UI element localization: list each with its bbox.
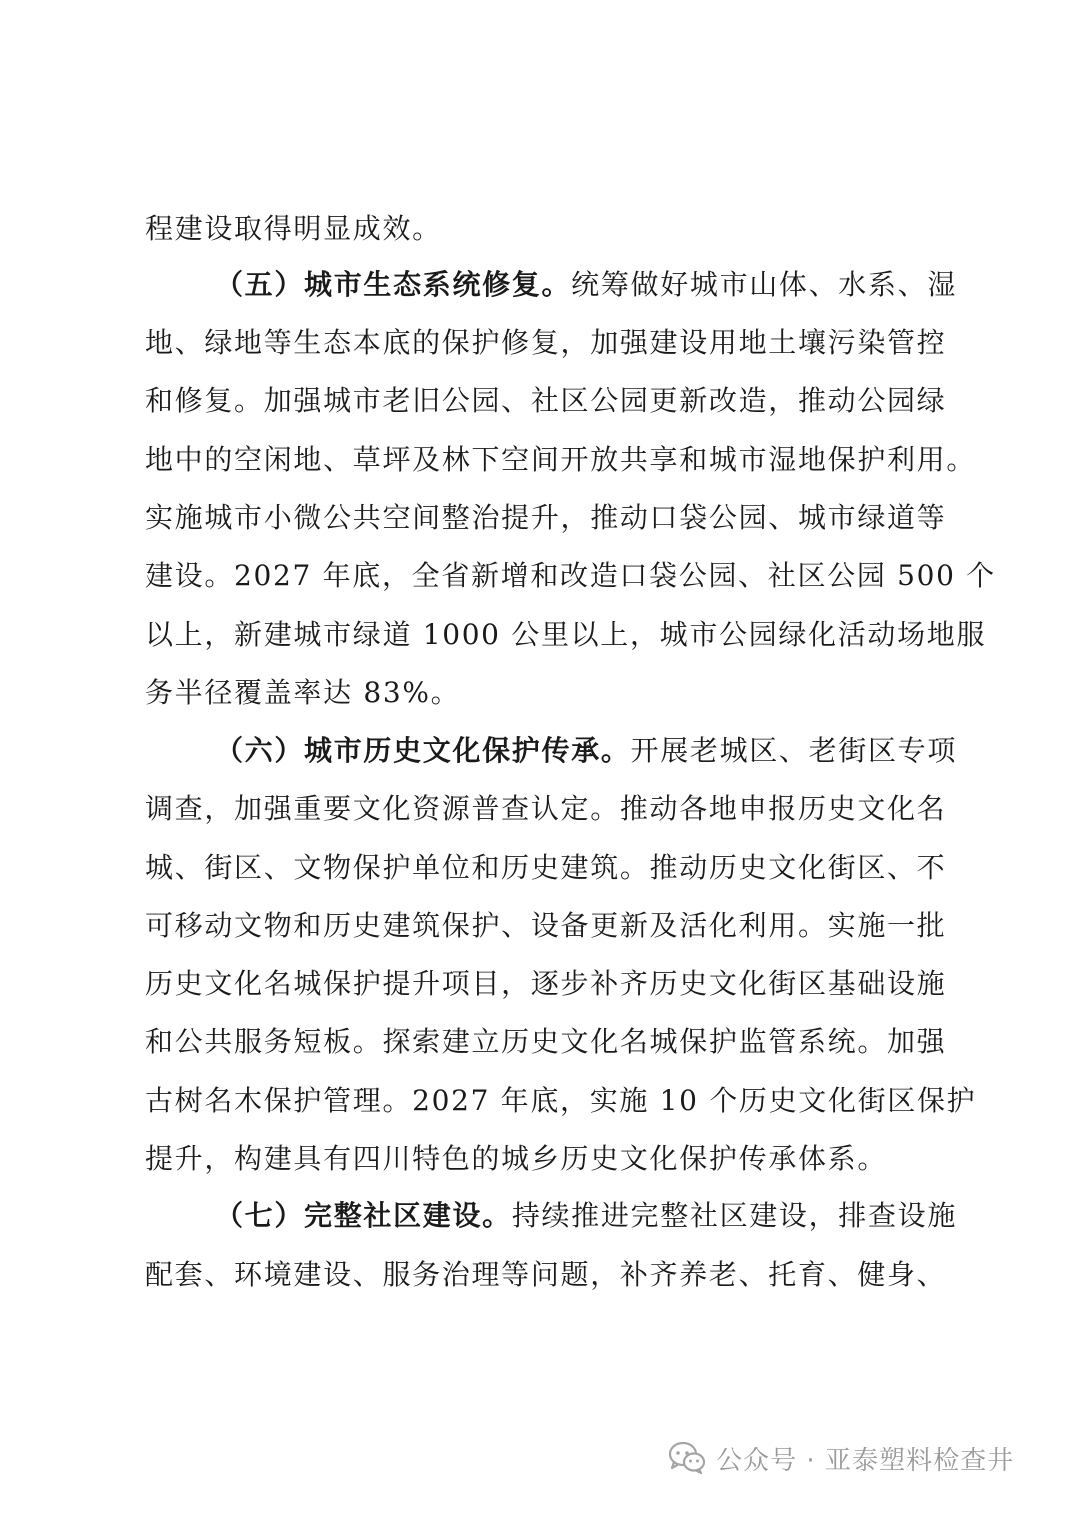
line-text: 提升，构建具有四川特色的城乡历史文化保护传承体系。 [145, 1142, 888, 1175]
document-page [145, 0, 996, 1527]
paragraph-line [145, 1136, 945, 1182]
paragraph-line [145, 1019, 945, 1065]
paragraph-line [145, 845, 945, 891]
paragraph-line [145, 670, 945, 716]
paragraph-line [145, 1193, 958, 1239]
line-text: 统筹做好城市山体、水系、湿 [571, 268, 958, 301]
line-text: 地中的空闲地、草坪及林下空间开放共享和城市湿地保护利用。 [145, 443, 977, 476]
paragraph-line [145, 728, 958, 774]
line-text: 地、绿地等生态本底的保护修复，加强建设用地土壤污染管控 [145, 326, 947, 359]
paragraph-line [145, 495, 945, 541]
paragraph-line [145, 553, 996, 599]
line-text: 城、街区、文物保护单位和历史建筑。推动历史文化街区、不 [145, 851, 947, 884]
line-text: 持续推进完整社区建设，排查设施 [511, 1199, 958, 1232]
line-text: 以上，新建城市绿道 1000 公里以上，城市公园绿化活动场地服 [145, 618, 987, 651]
paragraph-line [145, 262, 958, 308]
paragraph-line [145, 612, 987, 658]
line-text: 可移动文物和历史建筑保护、设备更新及活化利用。实施一批 [145, 909, 947, 942]
line-text: 古树名木保护管理。2027 年底，实施 10 个历史文化街区保护 [145, 1084, 977, 1117]
line-text: 历史文化名城保护提升项目，逐步补齐历史文化街区基础设施 [145, 967, 947, 1000]
section-heading: （六）城市历史文化保护传承。 [215, 734, 631, 767]
paragraph-line [145, 786, 945, 832]
paragraph-line [145, 1252, 945, 1298]
line-text: 实施城市小微公共空间整治提升，推动口袋公园、城市绿道等 [145, 501, 947, 534]
paragraph-line [145, 378, 945, 424]
paragraph-line [145, 903, 945, 949]
line-text: 和修复。加强城市老旧公园、社区公园更新改造，推动公园绿 [145, 384, 947, 417]
paragraph-line [145, 1078, 977, 1124]
paragraph-line [145, 961, 945, 1007]
watermark [668, 1434, 1014, 1482]
wechat-icon [668, 1441, 706, 1475]
line-text: 配套、环境建设、服务治理等问题，补齐养老、托育、健身、 [145, 1258, 947, 1291]
section-heading: （五）城市生态系统修复。 [215, 268, 572, 301]
line-text: 和公共服务短板。探索建立历史文化名城保护监管系统。加强 [145, 1025, 947, 1058]
paragraph-line [145, 320, 945, 366]
paragraph-line [145, 206, 945, 252]
line-text: 建设。2027 年底，全省新增和改造口袋公园、社区公园 500 个 [145, 559, 996, 592]
section-heading: （七）完整社区建设。 [215, 1199, 512, 1232]
paragraph-line [145, 437, 977, 483]
line-text: 调查，加强重要文化资源普查认定。推动各地申报历史文化名 [145, 792, 947, 825]
line-text: 务半径覆盖率达 83%。 [145, 676, 461, 709]
watermark-text: 公众号 · 亚泰塑料检查井 [716, 1445, 1015, 1476]
line-text: 程建设取得明显成效。 [145, 212, 442, 245]
line-text: 开展老城区、老街区专项 [630, 734, 958, 767]
